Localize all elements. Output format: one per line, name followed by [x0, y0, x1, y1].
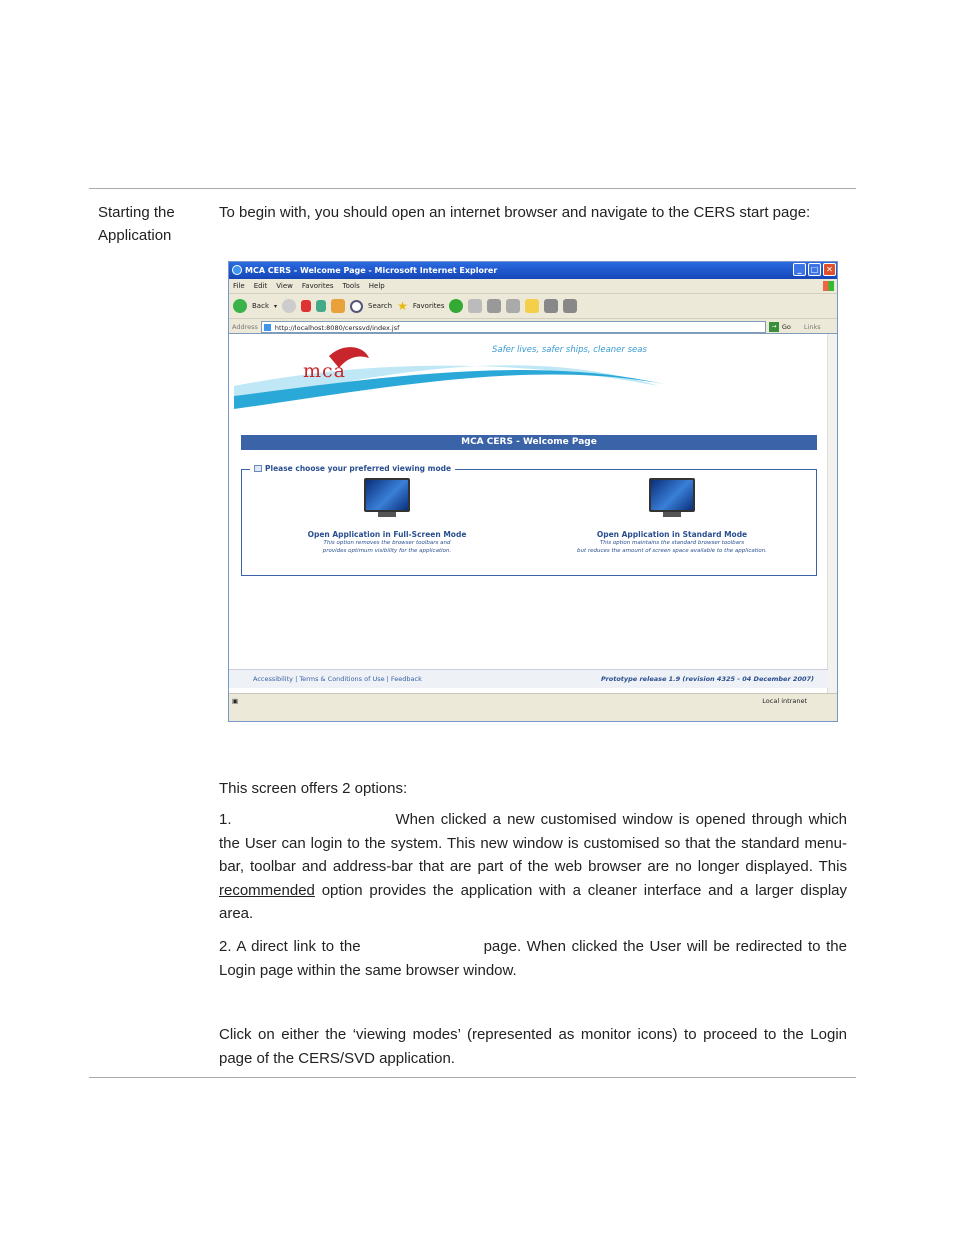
menu-tools[interactable]: Tools: [342, 282, 360, 290]
site-footer: [229, 669, 828, 688]
close-icon[interactable]: ✕: [823, 263, 836, 276]
edit-icon[interactable]: [506, 299, 520, 313]
page-icon: ▣: [232, 697, 239, 705]
intro-text: To begin with, you should open an internet browser and navigate to the CERS start page:: [219, 204, 811, 221]
option-1-paragraph: [219, 808, 847, 926]
menu-help[interactable]: Help: [368, 282, 385, 290]
menu-favorites[interactable]: Favorites: [301, 282, 334, 290]
fieldset-legend: [250, 464, 455, 473]
address-input[interactable]: http://localhost:8080/cerssvd/index.jsf: [261, 321, 766, 333]
window-title: MCA CERS - Welcome Page - Microsoft Internet Explorer: [245, 266, 498, 275]
welcome-banner: MCA CERS - Welcome Page: [241, 435, 817, 450]
full-screen-desc-line1: This option removes the browser toolbars and: [323, 540, 451, 546]
window-controls: [793, 263, 836, 276]
section-side-label: [98, 201, 208, 247]
back-dropdown-icon[interactable]: ▾: [274, 302, 278, 310]
search-icon[interactable]: [350, 300, 363, 313]
browser-statusbar: [229, 693, 837, 708]
print-icon[interactable]: [487, 299, 501, 313]
side-label-line1: Starting the: [98, 204, 175, 221]
browser-menubar: [229, 279, 837, 294]
bottom-divider: [89, 1077, 856, 1078]
option-1-text-a: When clicked a new customised window is opened through which the User can login to the system. This new window is customised so that the standard menu-bar, toolbar and address-bar that are part of the web browser are no longer displayed. This: [219, 811, 847, 875]
window-icon: [254, 465, 262, 472]
site-tagline: Safer lives, safer ships, cleaner seas: [492, 345, 647, 355]
browser-viewport: [229, 333, 837, 708]
top-divider: [89, 188, 856, 189]
full-screen-option[interactable]: [247, 478, 527, 555]
recommended-word: recommended: [219, 881, 315, 899]
links-label[interactable]: Links: [803, 323, 821, 331]
fieldset-legend-text: Please choose your preferred viewing mode: [265, 464, 452, 473]
go-arrow-icon[interactable]: →: [769, 322, 779, 332]
menu-view[interactable]: View: [276, 282, 293, 290]
standard-mode-link[interactable]: Open Application in Standard Mode: [596, 530, 748, 539]
release-info: Prototype release 1.9 (revision 4325 - 04 December 2007): [601, 675, 814, 683]
research-icon[interactable]: [544, 299, 558, 313]
refresh-icon[interactable]: [316, 300, 326, 312]
full-screen-desc-line2: provides optimum visibility for the application.: [322, 548, 452, 554]
standard-mode-desc-line2: but reduces the amount of screen space available to the application.: [576, 548, 768, 554]
back-label[interactable]: Back: [252, 302, 269, 310]
standard-mode-desc-line1: This option maintains the standard browser toolbars: [599, 540, 745, 546]
messenger-icon[interactable]: [563, 299, 577, 313]
browser-titlebar: [229, 262, 837, 279]
footer-links[interactable]: Accessibility | Terms & Conditions of Use | Feedback: [253, 675, 422, 683]
browser-screenshot: [228, 261, 838, 722]
windows-flag-icon: [823, 281, 834, 291]
favorites-label[interactable]: Favorites: [412, 302, 445, 310]
viewing-mode-fieldset: [241, 464, 817, 576]
option-2-text-b: page. When clicked the User will be redirected to the Login page within the same browser window.: [219, 938, 847, 979]
option-1-text-b: option provides the application with a cleaner interface and a larger display area.: [219, 881, 847, 922]
options-intro: This screen offers 2 options:: [219, 780, 408, 797]
back-icon[interactable]: [233, 299, 247, 313]
option-1-number: 1.: [219, 811, 232, 828]
go-button[interactable]: Go: [781, 323, 791, 331]
side-label-line2: Application: [98, 227, 172, 244]
instruction-paragraph: Click on either the ‘viewing modes’ (represented as monitor icons) to proceed to the Login page of the CERS/SVD application.: [219, 1026, 847, 1067]
full-screen-link[interactable]: Open Application in Full-Screen Mode: [307, 530, 467, 539]
minimize-icon[interactable]: _: [793, 263, 806, 276]
ie-logo-icon: [232, 265, 242, 275]
full-screen-monitor-icon[interactable]: [364, 478, 410, 516]
option-2-text-a: 2. A direct link to the: [219, 938, 361, 955]
option-2-paragraph: [219, 935, 847, 982]
address-label: Address: [232, 323, 258, 331]
standard-mode-monitor-icon[interactable]: [649, 478, 695, 516]
favorites-star-icon[interactable]: ★: [397, 299, 408, 313]
menu-edit[interactable]: Edit: [253, 282, 268, 290]
maximize-icon[interactable]: □: [808, 263, 821, 276]
forward-icon[interactable]: [282, 299, 296, 313]
stop-icon[interactable]: [301, 300, 311, 312]
vertical-scrollbar[interactable]: [827, 334, 837, 708]
mca-logo-text: mca: [303, 360, 346, 382]
menu-file[interactable]: File: [233, 282, 245, 290]
standard-mode-option[interactable]: [532, 478, 812, 555]
home-icon[interactable]: [331, 299, 345, 313]
search-label[interactable]: Search: [368, 302, 393, 310]
history-icon[interactable]: [449, 299, 463, 313]
status-zone: Local intranet: [762, 697, 807, 705]
browser-toolbar: [229, 294, 837, 319]
discuss-icon[interactable]: [525, 299, 539, 313]
mail-icon[interactable]: [468, 299, 482, 313]
